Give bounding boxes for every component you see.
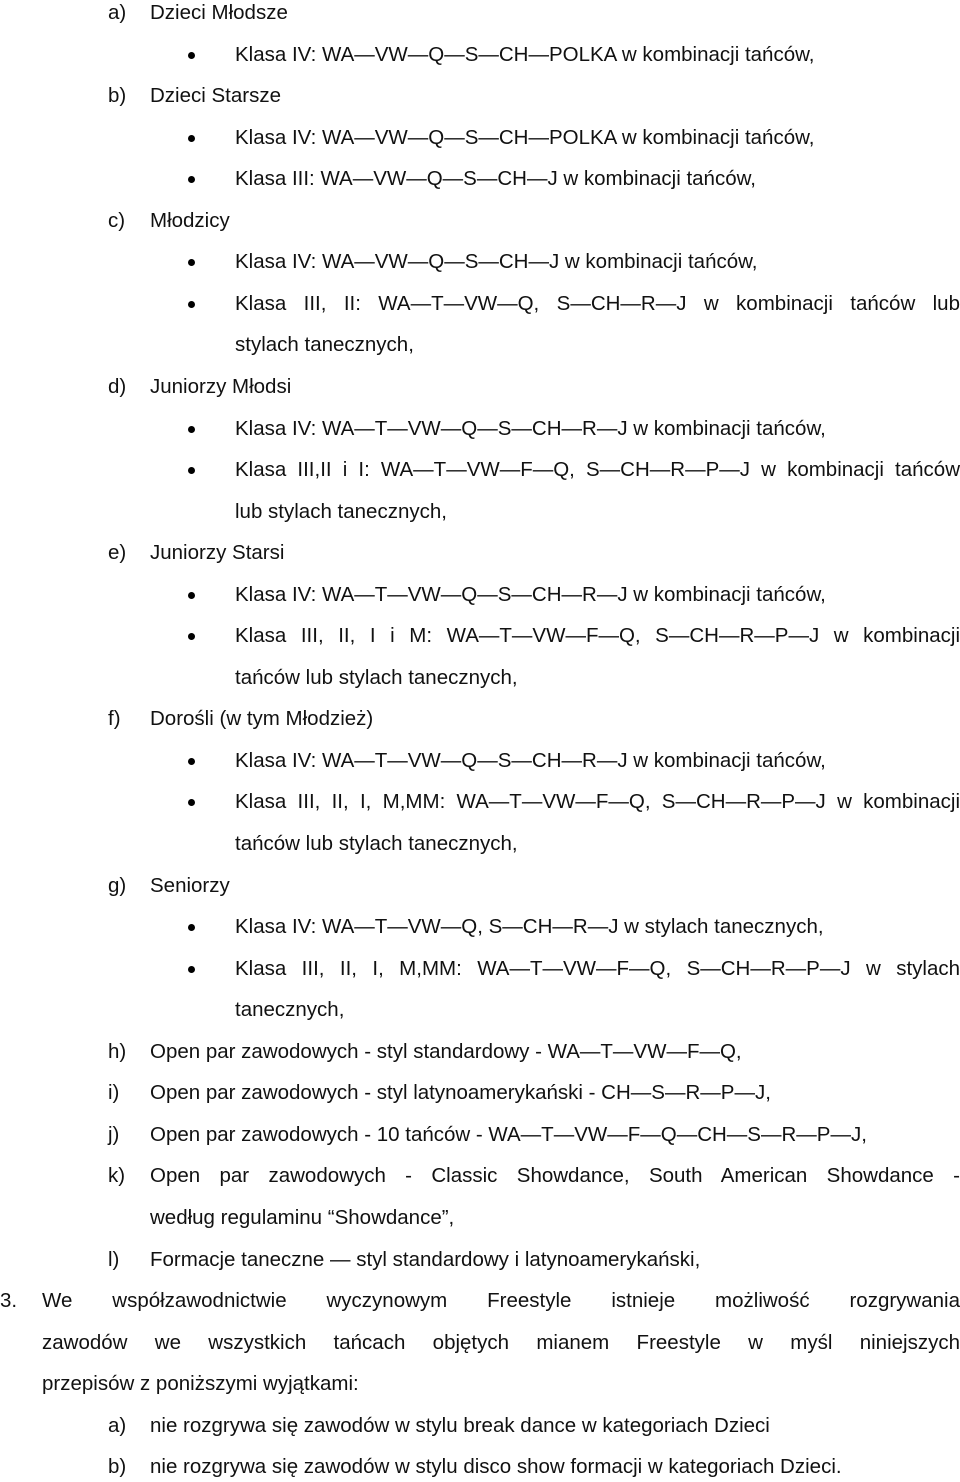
section-3-text: We współzawodnictwie wyczynowym Freestyle istnieje możliwość rozgrywania bbox=[42, 1289, 960, 1312]
exception-item bbox=[0, 1452, 960, 1482]
open-category-letter: h) bbox=[108, 1040, 127, 1063]
class-entry bbox=[0, 995, 960, 1025]
open-category bbox=[0, 1037, 960, 1067]
category-letter: d) bbox=[108, 375, 127, 398]
class-entry-text: Klasa IV: WA—T—VW—Q, S—CH—R—J w stylach tanecznych, bbox=[235, 915, 824, 938]
class-entry-text: Klasa III,II i I: WA—T—VW—F—Q, S—CH—R—P—J w kombinacji tańców bbox=[235, 458, 960, 481]
category-heading bbox=[0, 81, 960, 111]
open-category-letter: l) bbox=[108, 1248, 120, 1271]
class-entry-continuation: tańców lub stylach tanecznych, bbox=[235, 832, 518, 855]
class-entry bbox=[0, 746, 960, 776]
exception-text: nie rozgrywa się zawodów w stylu break dance w kategoriach Dzieci bbox=[150, 1414, 770, 1437]
class-entry bbox=[0, 621, 960, 651]
bullet-icon bbox=[188, 924, 195, 931]
category-letter: b) bbox=[108, 84, 127, 107]
category-title: Dorośli (w tym Młodzież) bbox=[150, 707, 374, 730]
class-entry bbox=[0, 330, 960, 360]
open-category-text: Formacje taneczne — styl standardowy i latynoamerykański, bbox=[150, 1248, 701, 1271]
category-heading bbox=[0, 206, 960, 236]
category-letter: a) bbox=[108, 1, 127, 24]
bullet-icon bbox=[188, 966, 195, 973]
category-heading bbox=[0, 871, 960, 901]
class-entry bbox=[0, 164, 960, 194]
class-entry bbox=[0, 289, 960, 319]
class-entry-text: Klasa IV: WA—VW—Q—S—CH—POLKA w kombinacji tańców, bbox=[235, 126, 815, 149]
open-category-text: Open par zawodowych - styl latynoamerykański - CH—S—R—P—J, bbox=[150, 1081, 771, 1104]
class-entry-text: Klasa III, II, I i M: WA—T—VW—F—Q, S—CH—R—P—J w kombinacji bbox=[235, 624, 960, 647]
open-category-letter: i) bbox=[108, 1081, 120, 1104]
category-heading bbox=[0, 704, 960, 734]
category-letter: e) bbox=[108, 541, 127, 564]
class-entry bbox=[0, 829, 960, 859]
class-entry-text: Klasa III, II: WA—T—VW—Q, S—CH—R—J w kombinacji tańców lub bbox=[235, 292, 960, 315]
class-entry bbox=[0, 954, 960, 984]
exception-letter: a) bbox=[108, 1414, 127, 1437]
class-entry-text: Klasa IV: WA—VW—Q—S—CH—POLKA w kombinacji tańców, bbox=[235, 43, 815, 66]
class-entry-continuation: tanecznych, bbox=[235, 998, 345, 1021]
class-entry bbox=[0, 580, 960, 610]
class-entry bbox=[0, 663, 960, 693]
class-entry-text: Klasa III, II, I, M,MM: WA—T—VW—F—Q, S—CH—R—P—J w kombinacji bbox=[235, 790, 960, 813]
open-category-text: Open par zawodowych - 10 tańców - WA—T—VW—F—Q—CH—S—R—P—J, bbox=[150, 1123, 867, 1146]
class-entry-text: Klasa III, II, I, M,MM: WA—T—VW—F—Q, S—CH—R—P—J w stylach bbox=[235, 957, 960, 980]
category-heading bbox=[0, 538, 960, 568]
class-entry-text: Klasa IV: WA—T—VW—Q—S—CH—R—J w kombinacji tańców, bbox=[235, 749, 826, 772]
open-category-text: Open par zawodowych - Classic Showdance, South American Showdance - bbox=[150, 1164, 960, 1187]
class-entry bbox=[0, 455, 960, 485]
open-category bbox=[0, 1120, 960, 1150]
open-category bbox=[0, 1078, 960, 1108]
class-entry bbox=[0, 123, 960, 153]
category-letter: g) bbox=[108, 874, 127, 897]
category-letter: f) bbox=[108, 707, 121, 730]
bullet-icon bbox=[188, 301, 195, 308]
section-number: 3. bbox=[0, 1289, 18, 1312]
class-entry-text: Klasa III: WA—VW—Q—S—CH—J w kombinacji tańców, bbox=[235, 167, 756, 190]
class-entry bbox=[0, 247, 960, 277]
bullet-icon bbox=[188, 426, 195, 433]
section-3-text: przepisów z poniższymi wyjątkami: bbox=[42, 1372, 359, 1395]
bullet-icon bbox=[188, 467, 195, 474]
open-category-continuation: według regulaminu “Showdance”, bbox=[150, 1206, 455, 1229]
category-title: Juniorzy Starsi bbox=[150, 541, 285, 564]
class-entry-text: Klasa IV: WA—T—VW—Q—S—CH—R—J w kombinacji tańców, bbox=[235, 583, 826, 606]
class-entry-continuation: stylach tanecznych, bbox=[235, 333, 414, 356]
category-heading bbox=[0, 0, 960, 28]
class-entry bbox=[0, 497, 960, 527]
section-3-paragraph bbox=[0, 1286, 960, 1316]
category-letter: c) bbox=[108, 209, 126, 232]
section-3-text: zawodów we wszystkich tańcach objętych mianem Freestyle w myśl niniejszych bbox=[42, 1331, 960, 1354]
exception-item bbox=[0, 1411, 960, 1441]
open-category bbox=[0, 1161, 960, 1191]
class-entry-text: Klasa IV: WA—VW—Q—S—CH—J w kombinacji tańców, bbox=[235, 250, 758, 273]
category-title: Juniorzy Młodsi bbox=[150, 375, 292, 398]
bullet-icon bbox=[188, 259, 195, 266]
bullet-icon bbox=[188, 758, 195, 765]
open-category-letter: k) bbox=[108, 1164, 126, 1187]
open-category bbox=[0, 1245, 960, 1275]
class-entry bbox=[0, 912, 960, 942]
section-3-paragraph bbox=[0, 1369, 960, 1399]
bullet-icon bbox=[188, 52, 195, 59]
bullet-icon bbox=[188, 592, 195, 599]
class-entry-continuation: lub stylach tanecznych, bbox=[235, 500, 447, 523]
class-entry-continuation: tańców lub stylach tanecznych, bbox=[235, 666, 518, 689]
bullet-icon bbox=[188, 633, 195, 640]
section-3-paragraph bbox=[0, 1328, 960, 1358]
category-title: Młodzicy bbox=[150, 209, 230, 232]
open-category bbox=[0, 1203, 960, 1233]
class-entry bbox=[0, 414, 960, 444]
exception-letter: b) bbox=[108, 1455, 127, 1478]
category-title: Dzieci Starsze bbox=[150, 84, 282, 107]
bullet-icon bbox=[188, 799, 195, 806]
class-entry-text: Klasa IV: WA—T—VW—Q—S—CH—R—J w kombinacji tańców, bbox=[235, 417, 826, 440]
exception-text: nie rozgrywa się zawodów w stylu disco show formacji w kategoriach Dzieci. bbox=[150, 1455, 842, 1478]
category-heading bbox=[0, 372, 960, 402]
bullet-icon bbox=[188, 176, 195, 183]
category-title: Seniorzy bbox=[150, 874, 230, 897]
open-category-text: Open par zawodowych - styl standardowy - WA—T—VW—F—Q, bbox=[150, 1040, 742, 1063]
bullet-icon bbox=[188, 135, 195, 142]
open-category-letter: j) bbox=[108, 1123, 120, 1146]
class-entry bbox=[0, 40, 960, 70]
class-entry bbox=[0, 787, 960, 817]
category-title: Dzieci Młodsze bbox=[150, 1, 288, 24]
